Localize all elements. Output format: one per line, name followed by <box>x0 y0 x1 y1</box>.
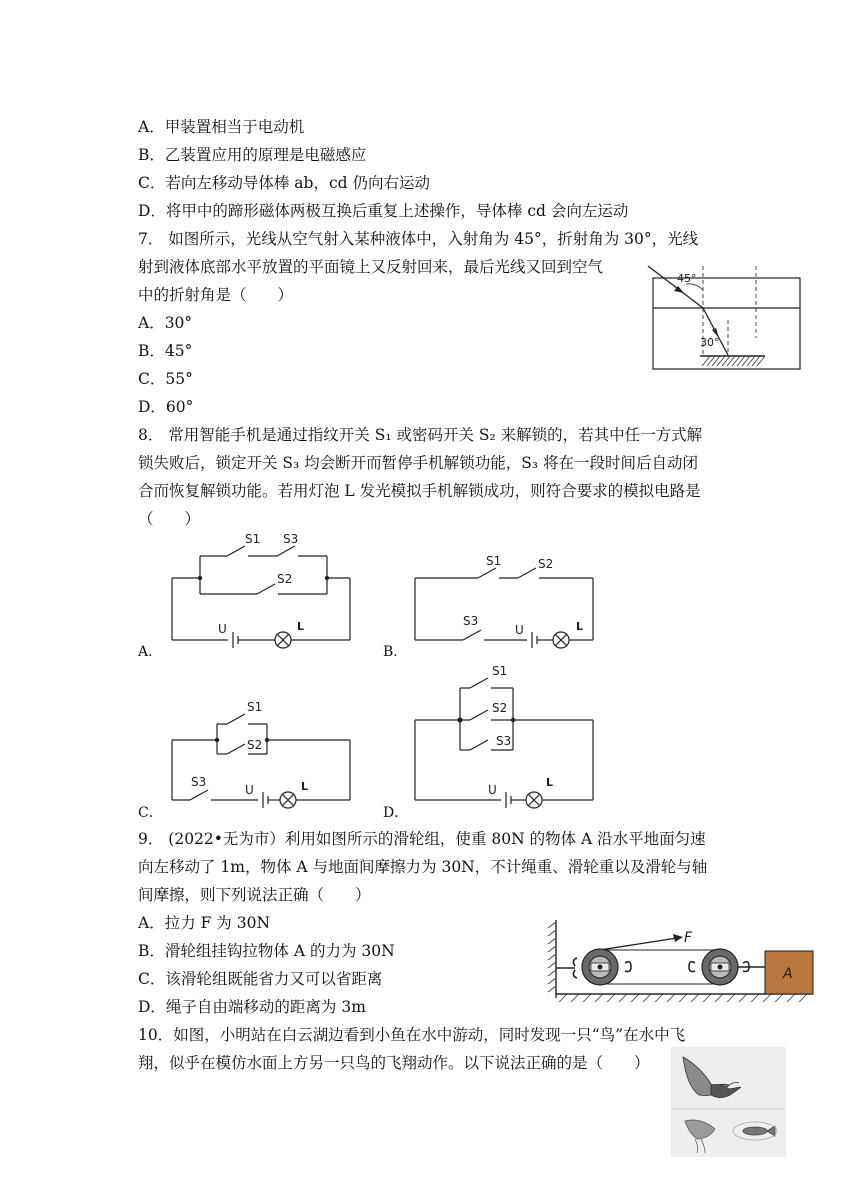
q9-stem-line1: 9． (2022•无为市）利用如图所示的滑轮组，使重 80N 的物体 A 沿水平地面匀速 <box>138 830 706 848</box>
circuit-b-label: B． <box>383 644 408 660</box>
circuit-c-label: C． <box>138 805 163 821</box>
movable-pulley <box>689 949 765 985</box>
q7-option-c: C．55° <box>138 370 193 388</box>
force-arrowhead <box>673 934 683 942</box>
switch-s2-label: S2 <box>247 738 263 752</box>
q10-stem-line1: 10．如图，小明站在白云湖边看到小鱼在水中游动，同时发现一只“鸟”在水中飞 <box>138 1026 686 1044</box>
circuit-b <box>408 548 603 648</box>
switch-s2-label: S2 <box>538 557 554 571</box>
q9-option-c: C．该滑轮组既能省力又可以省距离 <box>138 970 383 988</box>
circuit-a <box>165 528 360 648</box>
q9-stem-line2: 向左移动了 1m，物体 A 与地面间摩擦力为 30N，不计绳重、滑轮重以及滑轮与轴 <box>138 858 708 876</box>
pulley-figure <box>545 918 817 1006</box>
switch-s1-label: S1 <box>492 664 508 678</box>
q8-stem-line2: 锁失败后，锁定开关 S₃ 均会断开而暂停手机解锁功能，S₃ 将在一段时间后自动闭 <box>138 454 698 472</box>
q10-stem-line2: 翔，似乎在模仿水面上方另一只鸟的飞翔动作。以下说法正确的是（ ） <box>138 1054 650 1072</box>
switch-s2-label: S2 <box>492 701 508 715</box>
q8-stem-line1: 8． 常用智能手机是通过指纹开关 S₁ 或密码开关 S₂ 来解锁的，若其中任一方式解 <box>138 426 703 444</box>
q6-option-c: C．若向左移动导体棒 ab，cd 仍向右运动 <box>138 174 430 192</box>
block-a-label: A <box>783 966 793 982</box>
circuit-d-label: D． <box>383 805 409 821</box>
circuit-d <box>408 660 603 810</box>
force-label: F <box>684 930 693 946</box>
q7-option-a: A．30° <box>138 314 193 332</box>
fixed-pulley <box>573 949 631 985</box>
q7-option-b: B．45° <box>138 342 193 360</box>
switch-s3-label: S3 <box>191 775 207 789</box>
lamp-l-label: L <box>297 620 305 633</box>
circuit-a-label: A． <box>138 644 163 660</box>
q6-option-a: A．甲装置相当于电动机 <box>138 118 305 136</box>
bird-photo <box>671 1047 786 1157</box>
battery-u-label: U <box>245 783 254 797</box>
lamp-l-label: L <box>576 620 584 633</box>
lamp-l-label: L <box>546 776 554 789</box>
q7-option-d: D．60° <box>138 398 194 416</box>
force-arrow <box>600 938 677 950</box>
q6-option-d: D．将甲中的蹄形磁体两极互换后重复上述操作，导体棒 cd 会向左运动 <box>138 202 629 220</box>
q9-stem-line3: 间摩擦，则下列说法正确（ ） <box>138 886 371 904</box>
battery-u-label: U <box>515 623 524 637</box>
q7-stem-line3: 中的折射角是（ ） <box>138 286 294 304</box>
lamp-l-label: L <box>301 780 309 793</box>
incident-angle-label: 45° <box>677 272 697 285</box>
q8-stem-line3: 合而恢复解锁功能。若用灯泡 L 发光模拟手机解锁成功，则符合要求的模拟电路是 <box>138 482 701 500</box>
q7-stem-line2: 射到液体底部水平放置的平面镜上又反射回来，最后光线又回到空气 <box>138 258 604 276</box>
circuit-c <box>165 692 360 810</box>
battery-u-label: U <box>218 622 227 636</box>
q6-option-b: B．乙装置应用的原理是电磁感应 <box>138 146 367 164</box>
q9-option-a: A．拉力 F 为 30N <box>138 914 271 932</box>
q7-stem-line1: 7． 如图所示，光线从空气射入某种液体中，入射角为 45°，折射角为 30°，光线 <box>138 230 699 248</box>
battery-u-label: U <box>488 783 497 797</box>
refraction-angle-label: 30° <box>700 336 720 349</box>
switch-s3-label: S3 <box>463 614 479 628</box>
q8-stem-line4: （ ） <box>138 510 201 528</box>
switch-s1-label: S1 <box>245 532 261 546</box>
q9-option-b: B．滑轮组挂钩拉物体 A 的力为 30N <box>138 942 395 960</box>
switch-s1-label: S1 <box>247 700 263 714</box>
q9-option-d: D．绳子自由端移动的距离为 3m <box>138 998 366 1016</box>
switch-s1-label: S1 <box>486 554 502 568</box>
switch-s3-label: S3 <box>283 532 299 546</box>
switch-s2-label: S2 <box>277 572 293 586</box>
mirror-hatching <box>702 356 765 366</box>
switch-s3-label: S3 <box>496 734 512 748</box>
refraction-figure <box>640 258 810 373</box>
